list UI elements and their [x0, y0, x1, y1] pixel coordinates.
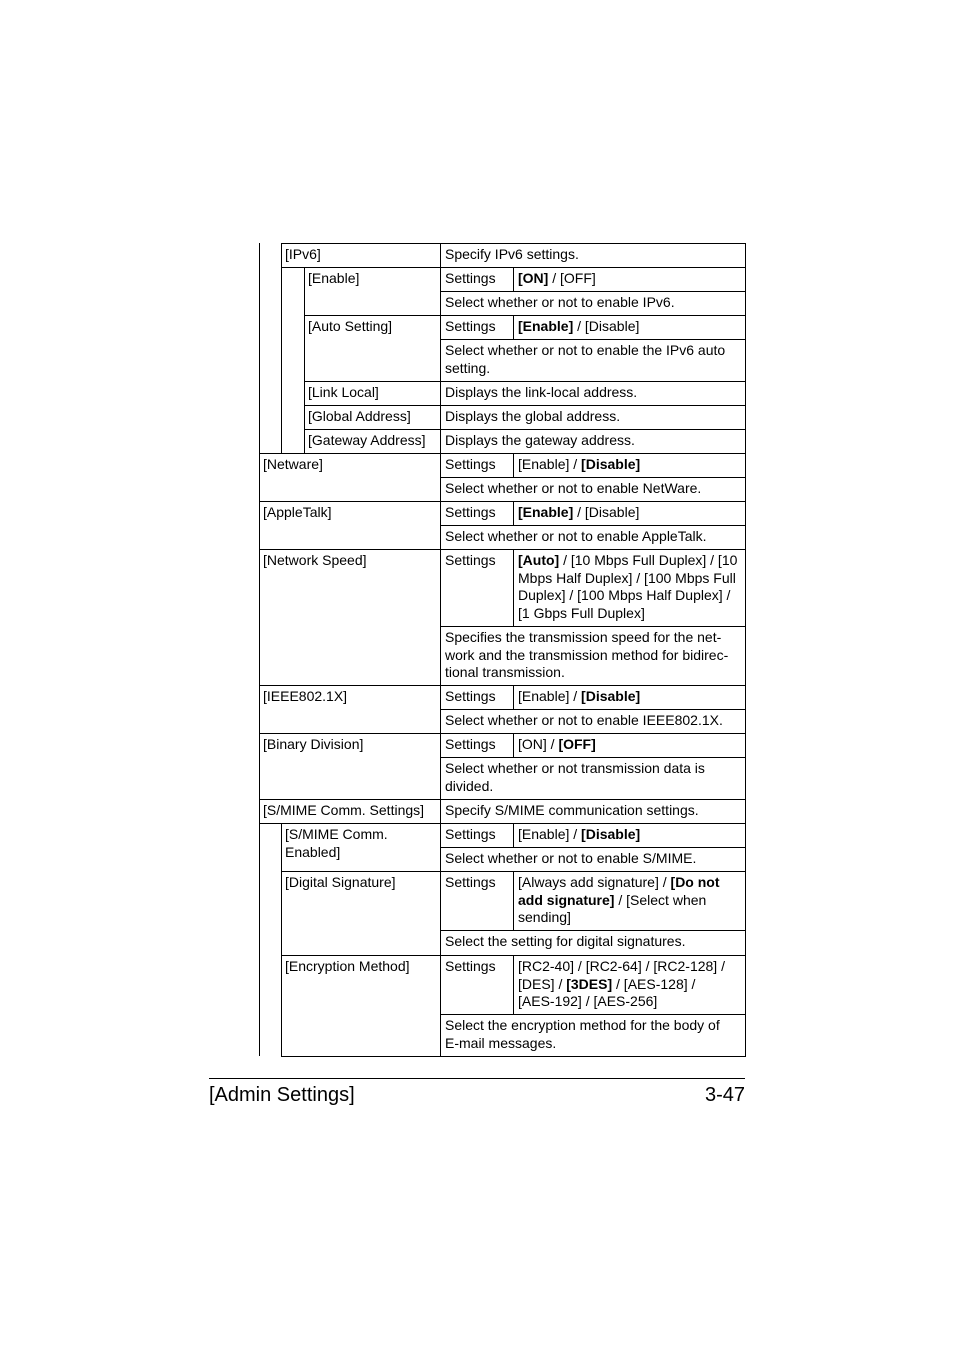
- setting-description: Select whether or not to enable NetWare.: [445, 480, 702, 496]
- row-divider: [259, 549, 746, 550]
- default-option: [Disable]: [581, 456, 641, 472]
- setting-description: Select whether or not to enable AppleTalk.: [445, 528, 707, 544]
- setting-description: work and the transmission method for bidirec-: [445, 646, 729, 663]
- option-text: Mbps Half Duplex] / [100 Mbps Full: [518, 569, 736, 586]
- settings-options: [518, 570, 736, 588]
- option-text: [DES] /: [518, 975, 567, 992]
- default-option: [Disable]: [581, 826, 641, 842]
- settings-options: [518, 909, 571, 927]
- settings-label: Settings: [445, 736, 496, 752]
- setting-description: Select the setting for digital signatures.: [445, 933, 686, 949]
- settings-column-rule: [513, 549, 514, 626]
- option-text: Duplex] / [100 Mbps Half Duplex] /: [518, 587, 731, 603]
- setting-name: [Encryption Method]: [285, 958, 410, 974]
- settings-options: [518, 605, 645, 623]
- settings-label: Settings: [445, 456, 496, 472]
- setting-name: [Auto Setting]: [308, 318, 393, 334]
- setting-description: Specify S/MIME communication settings.: [445, 802, 699, 818]
- option-text: / [Disable]: [573, 504, 640, 520]
- footer-section-title: [Admin Settings]: [209, 1084, 355, 1106]
- settings-column-rule: [513, 267, 514, 291]
- settings-options: [518, 736, 596, 754]
- row-divider: [281, 1056, 746, 1057]
- setting-name: [Binary Division]: [263, 736, 364, 752]
- settings-label: Settings: [445, 552, 496, 568]
- row-divider: [259, 501, 746, 502]
- page-number: 3-47: [704, 1084, 745, 1106]
- settings-options: [518, 958, 725, 976]
- setting-name: [Digital Signature]: [285, 874, 396, 890]
- option-text: [Enable] /: [518, 826, 582, 842]
- settings-options: [518, 587, 730, 605]
- settings-options: [518, 456, 640, 474]
- footer-divider: [209, 1078, 745, 1079]
- option-text: [RC2-40] / [RC2-64] / [RC2-128] /: [518, 958, 725, 974]
- settings-options: [518, 976, 695, 994]
- row-divider: [259, 685, 746, 686]
- settings-options: [518, 688, 640, 706]
- default-option: [3DES]: [566, 975, 613, 992]
- row-divider: [304, 429, 746, 430]
- right-border-rule: [745, 243, 746, 1056]
- setting-name: [Netware]: [263, 456, 323, 472]
- setting-description: Select whether or not to enable IPv6.: [445, 294, 675, 310]
- row-divider: [304, 405, 746, 406]
- settings-options: [518, 504, 639, 522]
- settings-column-rule: [513, 501, 514, 525]
- setting-description: E-mail messages.: [445, 1034, 557, 1051]
- description-column-rule: [440, 243, 441, 1056]
- setting-description: Specifies the transmission speed for the net-: [445, 629, 722, 645]
- option-text: [Enable] /: [518, 456, 582, 472]
- setting-name: [S/MIME Comm.: [285, 826, 388, 842]
- row-divider: [259, 823, 746, 824]
- row-divider: [304, 381, 746, 382]
- outer-left-rule: [259, 243, 260, 1056]
- settings-label: Settings: [445, 504, 496, 520]
- settings-divider: [440, 930, 746, 931]
- row-divider: [259, 453, 746, 454]
- settings-options: [518, 270, 596, 288]
- default-option: [OFF]: [558, 736, 596, 752]
- settings-label: Settings: [445, 826, 496, 842]
- default-option: [ON]: [518, 270, 549, 286]
- settings-divider: [440, 477, 746, 478]
- default-option: [Disable]: [581, 688, 641, 704]
- settings-label: Settings: [445, 688, 496, 704]
- settings-column-rule: [513, 685, 514, 709]
- option-text: / [OFF]: [548, 270, 596, 286]
- option-text: sending]: [518, 909, 571, 925]
- setting-description: Select the encryption method for the body of: [445, 1017, 720, 1033]
- settings-column-rule: [513, 871, 514, 930]
- option-text: [1 Gbps Full Duplex]: [518, 604, 645, 621]
- default-option: [Do not: [670, 874, 720, 890]
- settings-divider: [440, 847, 746, 848]
- settings-options: [518, 552, 737, 570]
- setting-name: [AppleTalk]: [263, 504, 332, 520]
- setting-description: tional transmission.: [445, 664, 565, 680]
- setting-description: Select whether or not to enable S/MIME.: [445, 850, 697, 866]
- setting-name: [Gateway Address]: [308, 432, 426, 448]
- setting-name: [Network Speed]: [263, 552, 367, 568]
- default-option: [Enable]: [518, 504, 574, 520]
- settings-options: [518, 826, 640, 844]
- settings-column-rule: [513, 315, 514, 339]
- setting-name: [Global Address]: [308, 408, 411, 424]
- setting-description: Select whether or not to enable the IPv6 auto: [445, 342, 726, 358]
- settings-label: Settings: [445, 958, 496, 974]
- settings-column-rule: [513, 955, 514, 1014]
- setting-description: Select whether or not transmission data is: [445, 760, 705, 776]
- settings-divider: [440, 626, 746, 627]
- settings-options: [518, 318, 639, 336]
- settings-divider: [440, 757, 746, 758]
- setting-description: Specify IPv6 settings.: [445, 246, 579, 262]
- settings-divider: [440, 1014, 746, 1015]
- settings-column-rule: [513, 823, 514, 847]
- option-text: [Enable] /: [518, 688, 582, 704]
- option-text: / [10 Mbps Full Duplex] / [10: [559, 552, 738, 568]
- setting-description: divided.: [445, 777, 494, 794]
- option-text: [ON] /: [518, 736, 559, 752]
- settings-divider: [440, 291, 746, 292]
- option-text: [AES-192] / [AES-256]: [518, 993, 658, 1009]
- option-text: / [AES-128] /: [612, 975, 696, 992]
- option-text: / [Disable]: [573, 318, 640, 334]
- setting-description: Displays the link-local address.: [445, 384, 638, 400]
- settings-label: Settings: [445, 874, 496, 890]
- ipv6-indent-rule: [281, 243, 282, 453]
- option-text: [Always add signature] /: [518, 874, 671, 890]
- default-option: add signature]: [518, 891, 615, 908]
- setting-name: [IEEE802.1X]: [263, 688, 348, 704]
- settings-label: Settings: [445, 318, 496, 334]
- settings-options: [518, 874, 720, 892]
- setting-description: Displays the gateway address.: [445, 432, 635, 448]
- settings-options: [518, 892, 706, 910]
- table-top-rule: [281, 243, 746, 244]
- settings-column-rule: [513, 453, 514, 477]
- ipv6-sub-indent-rule: [304, 267, 305, 453]
- setting-description: setting.: [445, 359, 491, 376]
- setting-description: Displays the global address.: [445, 408, 621, 424]
- settings-divider: [440, 709, 746, 710]
- setting-name: [IPv6]: [285, 246, 321, 262]
- setting-name: [Enable]: [308, 270, 360, 286]
- setting-name: [S/MIME Comm. Settings]: [263, 802, 425, 818]
- row-divider: [304, 315, 746, 316]
- setting-name: Enabled]: [285, 843, 341, 860]
- row-divider: [259, 799, 746, 800]
- settings-column-rule: [513, 733, 514, 757]
- default-option: [Enable]: [518, 318, 574, 334]
- settings-divider: [440, 339, 746, 340]
- setting-name: [Link Local]: [308, 384, 379, 400]
- settings-divider: [440, 525, 746, 526]
- option-text: / [Select when: [614, 891, 707, 908]
- settings-label: Settings: [445, 270, 496, 286]
- default-option: [Auto]: [518, 552, 560, 568]
- row-divider: [259, 733, 746, 734]
- settings-options: [518, 993, 657, 1011]
- smime-indent-rule: [281, 823, 282, 1056]
- setting-description: Select whether or not to enable IEEE802.1X.: [445, 712, 723, 728]
